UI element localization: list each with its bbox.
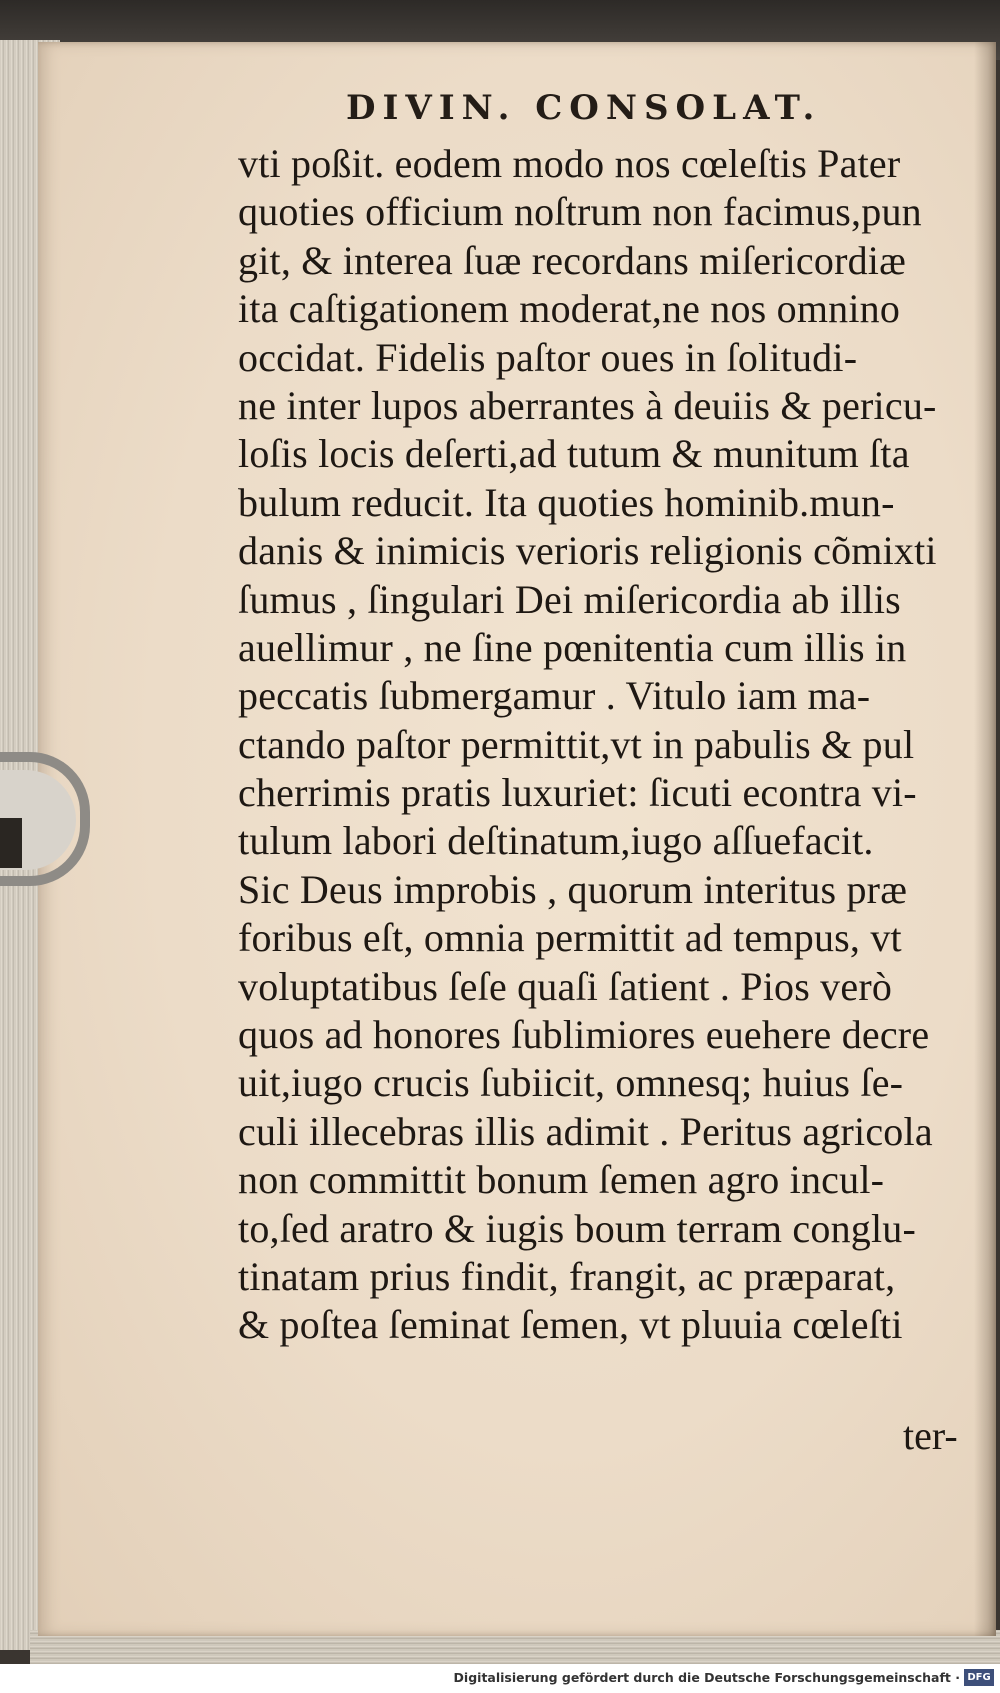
text-line: foribus eſt, omnia permittit ad tempus, vt <box>238 915 902 961</box>
text-line: ne inter lupos aberrantes à deuiis & pericu- <box>238 382 937 428</box>
running-head: DIVIN. CONSOLAT. <box>346 88 822 128</box>
text-line: danis & inimicis verioris religionis cõmixti <box>238 528 937 574</box>
text-line: loſis locis deſerti,ad tutum & munitum ſta <box>238 431 910 477</box>
text-line: quoties officium noſtrum non facimus,pun <box>238 189 922 235</box>
text-line: vti poßit. eodem modo nos cœleſtis Pater <box>238 141 901 186</box>
catchword: ter- <box>903 1413 958 1458</box>
text-line: peccatis ſubmergamur . Vitulo iam ma- <box>238 673 871 719</box>
page-clip-shadow <box>0 818 22 868</box>
text-line: culi illecebras illis adimit . Peritus agricola <box>238 1108 933 1154</box>
text-line: auellimur , ne ſine pœnitentia cum illis in <box>238 624 907 670</box>
funding-credit: Digitalisierung gefördert durch die Deutsche Forschungsgemeinschaft · <box>453 1670 960 1685</box>
text-line: cherrimis pratis luxuriet: ſicuti econtra vi- <box>238 770 917 816</box>
gutter-shadow <box>974 42 996 1636</box>
dfg-logo-icon: DFG <box>964 1669 994 1686</box>
text-block <box>238 140 958 1350</box>
text-line: ita caſtigationem moderat,ne nos omnino <box>238 286 901 332</box>
text-line: Sic Deus improbis , quorum interitus præ <box>238 866 908 912</box>
text-line: tinatam prius findit, frangit, ac præparat, <box>238 1253 896 1299</box>
text-line: non committit bonum ſemen agro incul- <box>238 1157 885 1203</box>
text-line: to,ſed aratro & iugis boum terram conglu- <box>238 1205 917 1251</box>
text-line: ſumus , ſingulari Dei miſericordia ab illis <box>238 576 901 622</box>
text-line: git, & interea ſuæ recordans miſericordiæ <box>238 237 907 283</box>
text-line: occidat. Fidelis paſtor oues in ſolitudi- <box>238 334 858 380</box>
text-line: & poſtea ſeminat ſemen, vt pluuia cœleſti <box>238 1302 903 1348</box>
text-line: uit,iugo crucis ſubiicit, omnesq; huius ſe- <box>238 1060 904 1106</box>
text-line: ctando paſtor permittit,vt in pabulis & pul <box>238 721 915 767</box>
text-line: bulum reducit. Ita quoties hominib.mun- <box>238 479 895 525</box>
text-line: voluptatibus ſeſe quaſi ſatient . Pios verò <box>238 963 893 1009</box>
text-line: quos ad honores ſublimiores euehere decre <box>238 1012 930 1058</box>
text-line: tulum labori deſtinatum,iugo aſſuefacit. <box>238 818 874 864</box>
